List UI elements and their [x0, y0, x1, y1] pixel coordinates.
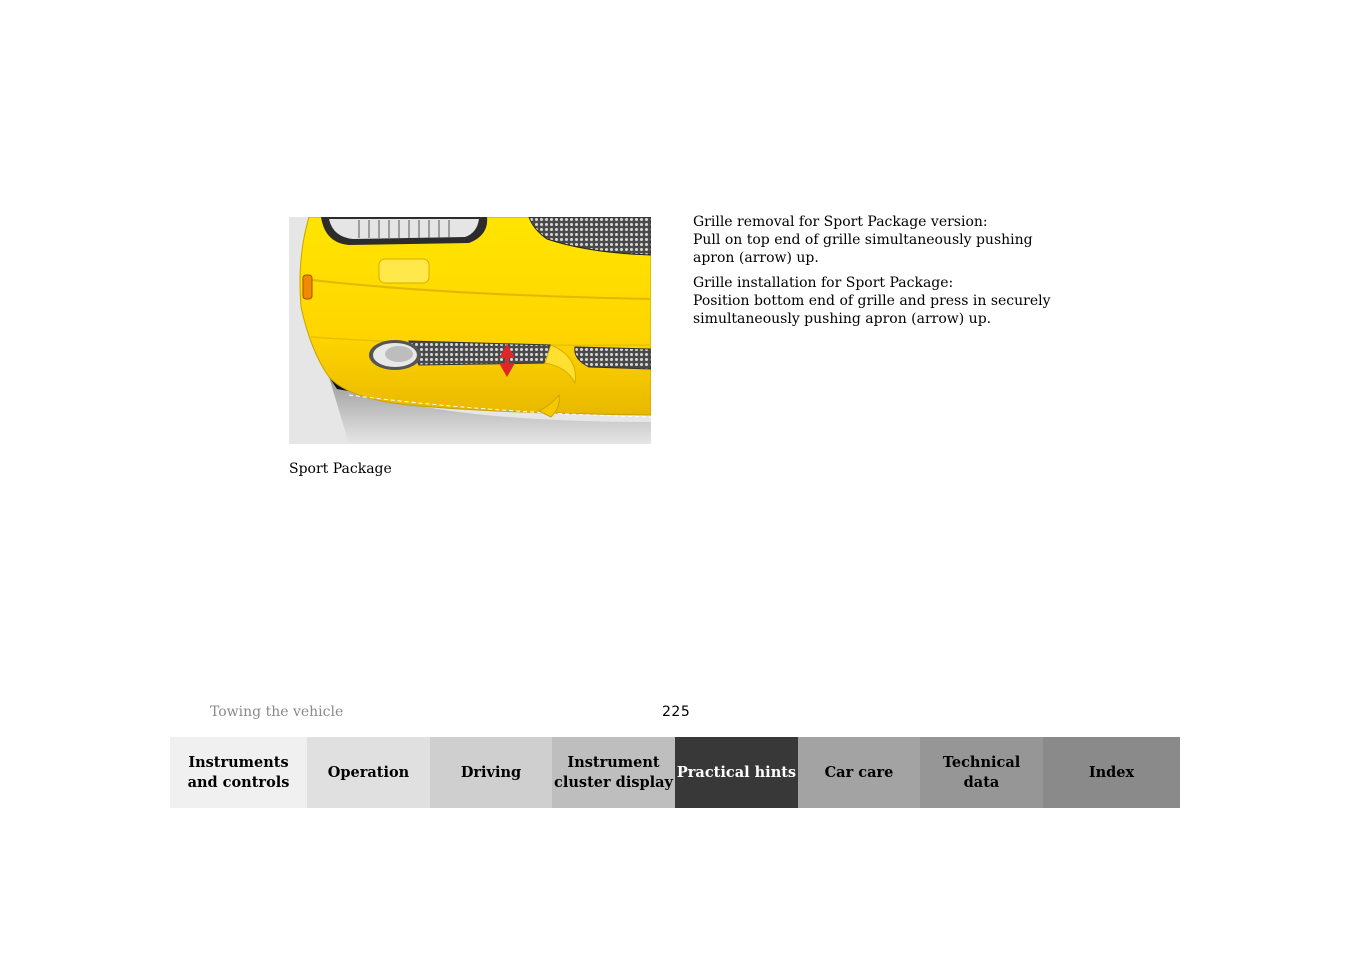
- tab-label: Instrument cluster display: [554, 753, 673, 791]
- tab-car-care[interactable]: [798, 737, 920, 808]
- tab-label: Driving: [460, 763, 522, 781]
- tab-label: Technical data: [942, 753, 1021, 791]
- figure-caption: Sport Package: [289, 461, 392, 477]
- tab-label: Instruments and controls: [187, 753, 290, 791]
- installation-paragraph: [693, 274, 1073, 328]
- tab-instruments-and-controls[interactable]: [170, 737, 307, 808]
- tab-technical-data[interactable]: [920, 737, 1043, 808]
- tab-label: Practical hints: [676, 763, 797, 781]
- bumper-drawing: [289, 217, 651, 444]
- tab-practical-hints[interactable]: [675, 737, 798, 808]
- tab-label: Car care: [824, 763, 894, 781]
- tab-instrument-cluster-display[interactable]: [552, 737, 675, 808]
- lower-grille: [409, 341, 553, 365]
- side-marker: [303, 275, 312, 299]
- removal-body: Pull on top end of grille simultaneously pushing apron (arrow) up.: [693, 232, 1033, 266]
- tab-operation[interactable]: [307, 737, 430, 808]
- removal-paragraph: [693, 213, 1073, 267]
- section-title: Towing the vehicle: [210, 704, 344, 720]
- page-number: 225: [662, 704, 691, 720]
- tab-index[interactable]: [1043, 737, 1180, 808]
- bumper-illustration: [289, 217, 651, 444]
- chapter-navigation: [170, 737, 1180, 808]
- removal-heading: Grille removal for Sport Package version:: [693, 214, 988, 230]
- tab-label: Index: [1088, 763, 1135, 781]
- instruction-text: [693, 213, 1073, 335]
- tab-label: Operation: [327, 763, 410, 781]
- washer-cover: [379, 259, 429, 283]
- tab-driving[interactable]: [430, 737, 552, 808]
- installation-heading: Grille installation for Sport Package:: [693, 275, 954, 291]
- installation-body: Position bottom end of grille and press in securely simultaneously pushing apron (arrow) up.: [693, 293, 1051, 327]
